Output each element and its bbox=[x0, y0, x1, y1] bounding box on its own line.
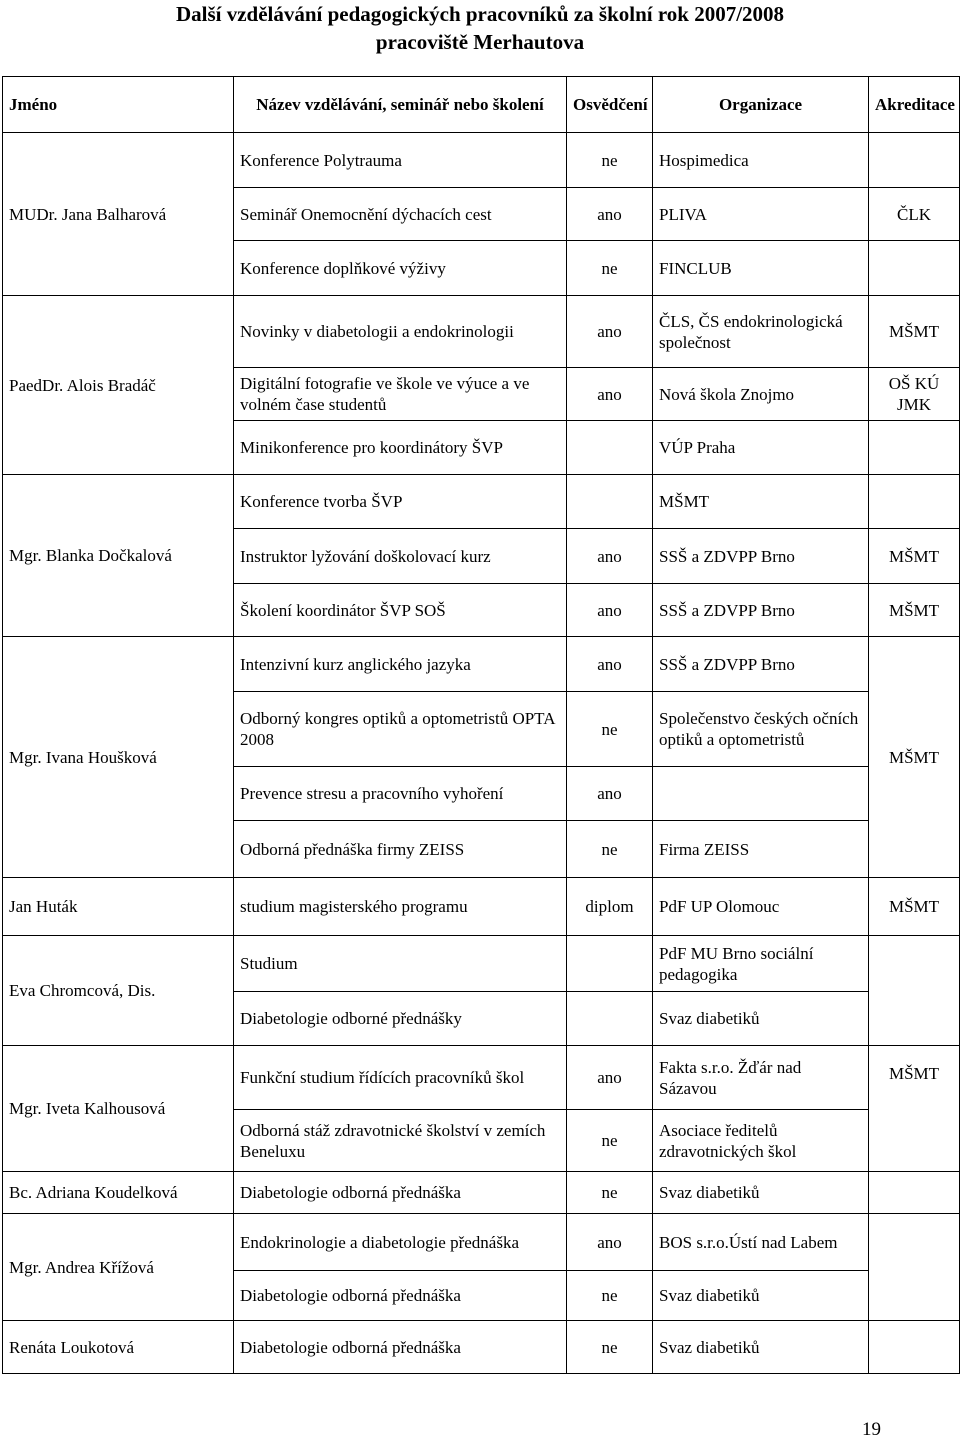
course-cell: Digitální fotografie ve škole ve výuce a ve volném čase studentů bbox=[234, 368, 567, 421]
person-name: Jan Huták bbox=[3, 878, 234, 936]
accreditation-cell: MŠMT bbox=[869, 584, 960, 637]
accreditation-cell: ČLK bbox=[869, 188, 960, 241]
document-title bbox=[0, 0, 960, 56]
certificate-cell: ne bbox=[567, 1172, 653, 1214]
certificate-cell: ano bbox=[567, 188, 653, 241]
course-cell: Školení koordinátor ŠVP SOŠ bbox=[234, 584, 567, 637]
organization-cell: Nová škola Znojmo bbox=[653, 368, 869, 421]
course-cell: Prevence stresu a pracovního vyhoření bbox=[234, 767, 567, 821]
certificate-cell: ano bbox=[567, 1046, 653, 1110]
organization-cell: Asociace ředitelů zdravotnických škol bbox=[653, 1110, 869, 1172]
table-row bbox=[3, 296, 960, 368]
header-name: Jméno bbox=[3, 77, 234, 133]
accreditation-cell bbox=[869, 133, 960, 188]
course-cell: Funkční studium řídících pracovníků škol bbox=[234, 1046, 567, 1110]
course-cell: Diabetologie odborné přednášky bbox=[234, 992, 567, 1046]
accreditation-cell bbox=[869, 1214, 960, 1321]
course-cell: Diabetologie odborná přednáška bbox=[234, 1321, 567, 1374]
organization-cell: Společenstvo českých očních optiků a optometristů bbox=[653, 692, 869, 767]
course-cell: Odborná stáž zdravotnické školství v zemích Beneluxu bbox=[234, 1110, 567, 1172]
organization-cell: FINCLUB bbox=[653, 241, 869, 296]
accreditation-cell: MŠMT bbox=[869, 1046, 960, 1172]
person-name: MUDr. Jana Balharová bbox=[3, 133, 234, 296]
table-row bbox=[3, 475, 960, 529]
table-row bbox=[3, 936, 960, 992]
organization-cell: SSŠ a ZDVPP Brno bbox=[653, 529, 869, 584]
person-name: Mgr. Blanka Dočkalová bbox=[3, 475, 234, 637]
course-cell: Intenzivní kurz anglického jazyka bbox=[234, 637, 567, 692]
person-name: Renáta Loukotová bbox=[3, 1321, 234, 1374]
organization-cell: Firma ZEISS bbox=[653, 821, 869, 878]
accreditation-cell bbox=[869, 241, 960, 296]
course-cell: Diabetologie odborná přednáška bbox=[234, 1271, 567, 1321]
organization-cell: BOS s.r.o.Ústí nad Labem bbox=[653, 1214, 869, 1271]
training-table bbox=[2, 76, 960, 1374]
course-cell: Konference tvorba ŠVP bbox=[234, 475, 567, 529]
course-cell: Studium bbox=[234, 936, 567, 992]
organization-cell: PdF UP Olomouc bbox=[653, 878, 869, 936]
course-cell: Instruktor lyžování doškolovací kurz bbox=[234, 529, 567, 584]
certificate-cell: ano bbox=[567, 584, 653, 637]
person-name: Bc. Adriana Koudelková bbox=[3, 1172, 234, 1214]
accreditation-cell: OŠ KÚ JMK bbox=[869, 368, 960, 421]
certificate-cell: ano bbox=[567, 296, 653, 368]
table-row bbox=[3, 1321, 960, 1374]
table-row bbox=[3, 133, 960, 188]
table-row bbox=[3, 1046, 960, 1110]
course-cell: Odborná přednáška firmy ZEISS bbox=[234, 821, 567, 878]
accreditation-cell bbox=[869, 475, 960, 529]
organization-cell: ČLS, ČS endokrinologická společnost bbox=[653, 296, 869, 368]
certificate-cell: ano bbox=[567, 368, 653, 421]
certificate-cell: ne bbox=[567, 1321, 653, 1374]
organization-cell: Hospimedica bbox=[653, 133, 869, 188]
person-name: Mgr. Andrea Křížová bbox=[3, 1214, 234, 1321]
certificate-cell bbox=[567, 936, 653, 992]
course-cell: Endokrinologie a diabetologie přednáška bbox=[234, 1214, 567, 1271]
accreditation-cell bbox=[869, 936, 960, 1046]
title-line-2: pracoviště Merhautova bbox=[375, 30, 585, 54]
header-row bbox=[3, 77, 960, 133]
organization-cell: Svaz diabetiků bbox=[653, 992, 869, 1046]
table-row bbox=[3, 637, 960, 692]
course-cell: Konference Polytrauma bbox=[234, 133, 567, 188]
title-line-1: Další vzdělávání pedagogických pracovníků za školní rok 2007/2008 bbox=[175, 2, 785, 26]
person-name: Mgr. Iveta Kalhousová bbox=[3, 1046, 234, 1172]
certificate-cell bbox=[567, 421, 653, 475]
header-organization: Organizace bbox=[653, 77, 869, 133]
accreditation-cell bbox=[869, 1172, 960, 1214]
certificate-cell: ne bbox=[567, 1271, 653, 1321]
certificate-cell: ne bbox=[567, 133, 653, 188]
table-row bbox=[3, 878, 960, 936]
accreditation-cell bbox=[869, 1321, 960, 1374]
organization-cell: VÚP Praha bbox=[653, 421, 869, 475]
accreditation-cell: MŠMT bbox=[869, 296, 960, 368]
certificate-cell bbox=[567, 992, 653, 1046]
person-name: Eva Chromcová, Dis. bbox=[3, 936, 234, 1046]
certificate-cell: ne bbox=[567, 1110, 653, 1172]
accreditation-cell: MŠMT bbox=[869, 637, 960, 878]
certificate-cell: ano bbox=[567, 529, 653, 584]
table-row bbox=[3, 1172, 960, 1214]
course-cell: Minikonference pro koordinátory ŠVP bbox=[234, 421, 567, 475]
organization-cell: PLIVA bbox=[653, 188, 869, 241]
course-cell: Konference doplňkové výživy bbox=[234, 241, 567, 296]
accreditation-cell: MŠMT bbox=[869, 878, 960, 936]
certificate-cell: ano bbox=[567, 767, 653, 821]
course-cell: Diabetologie odborná přednáška bbox=[234, 1172, 567, 1214]
organization-cell: PdF MU Brno sociální pedagogika bbox=[653, 936, 869, 992]
course-cell: Odborný kongres optiků a optometristů OPTA 2008 bbox=[234, 692, 567, 767]
person-name: PaedDr. Alois Bradáč bbox=[3, 296, 234, 475]
accreditation-cell: MŠMT bbox=[869, 529, 960, 584]
organization-cell: Fakta s.r.o. Žďár nad Sázavou bbox=[653, 1046, 869, 1110]
certificate-cell: ne bbox=[567, 692, 653, 767]
organization-cell: SSŠ a ZDVPP Brno bbox=[653, 637, 869, 692]
certificate-cell bbox=[567, 475, 653, 529]
certificate-cell: ano bbox=[567, 637, 653, 692]
organization-cell: MŠMT bbox=[653, 475, 869, 529]
organization-cell bbox=[653, 767, 869, 821]
organization-cell: Svaz diabetiků bbox=[653, 1172, 869, 1214]
course-cell: studium magisterského programu bbox=[234, 878, 567, 936]
certificate-cell: ne bbox=[567, 821, 653, 878]
certificate-cell: diplom bbox=[567, 878, 653, 936]
organization-cell: SSŠ a ZDVPP Brno bbox=[653, 584, 869, 637]
organization-cell: Svaz diabetiků bbox=[653, 1321, 869, 1374]
person-name: Mgr. Ivana Houšková bbox=[3, 637, 234, 878]
header-course: Název vzdělávání, seminář nebo školení bbox=[234, 77, 567, 133]
course-cell: Seminář Onemocnění dýchacích cest bbox=[234, 188, 567, 241]
certificate-cell: ano bbox=[567, 1214, 653, 1271]
header-accreditation: Akreditace bbox=[869, 77, 960, 133]
organization-cell: Svaz diabetiků bbox=[653, 1271, 869, 1321]
accreditation-cell bbox=[869, 421, 960, 475]
table-row bbox=[3, 1214, 960, 1271]
certificate-cell: ne bbox=[567, 241, 653, 296]
course-cell: Novinky v diabetologii a endokrinologii bbox=[234, 296, 567, 368]
page-number: 19 bbox=[862, 1419, 881, 1440]
header-certificate: Osvědčení bbox=[567, 77, 653, 133]
